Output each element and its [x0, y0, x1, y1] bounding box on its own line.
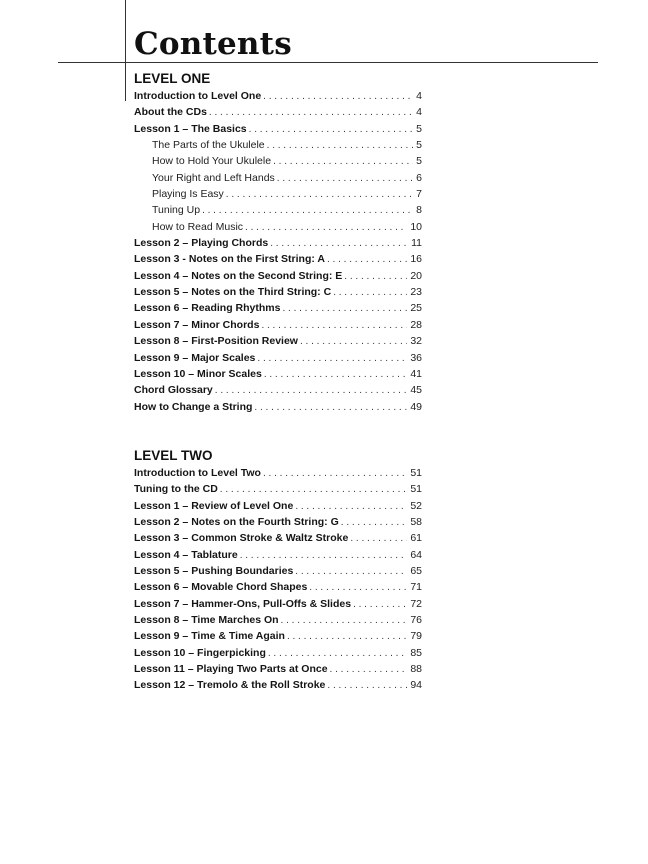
- dot-leader: [245, 220, 407, 236]
- toc-entry-title: Lesson 1 – Review of Level One: [134, 499, 294, 512]
- dot-leader: [353, 597, 407, 613]
- toc-entry: [134, 481, 422, 497]
- toc-entry: [134, 268, 422, 284]
- dot-leader: [263, 89, 413, 105]
- toc-page-number: 51: [410, 483, 422, 496]
- toc-entry: [134, 121, 422, 137]
- toc-entry-title: The Parts of the Ukulele: [152, 139, 265, 152]
- dot-leader: [281, 613, 408, 629]
- toc-entry: [134, 251, 422, 267]
- toc-page-number: 94: [410, 679, 422, 692]
- toc-entry: [134, 350, 422, 366]
- toc-entry: [134, 399, 422, 415]
- toc-page-number: 5: [416, 155, 422, 168]
- dot-leader: [273, 154, 413, 170]
- toc-entry-title: How to Hold Your Ukulele: [152, 155, 272, 168]
- level-two-section: [134, 447, 422, 694]
- toc-entry-title: Lesson 12 – Tremolo & the Roll Stroke: [134, 679, 326, 692]
- dot-leader: [268, 646, 407, 662]
- toc-page-number: 10: [410, 220, 422, 233]
- toc-page-number: 8: [416, 204, 422, 217]
- toc-page-number: 58: [410, 516, 422, 529]
- toc-entry-title: Introduction to Level Two: [134, 467, 261, 479]
- toc-entry-title: Lesson 6 – Movable Chord Shapes: [134, 581, 308, 594]
- dot-leader: [309, 580, 407, 596]
- toc-page-number: 76: [410, 614, 422, 627]
- toc-entry-title: Lesson 4 – Notes on the Second String: E: [134, 269, 343, 282]
- toc-entry: [134, 547, 422, 563]
- toc-page-number: 23: [410, 286, 422, 299]
- dot-leader: [202, 203, 413, 219]
- toc-page-number: 25: [410, 302, 422, 315]
- toc-page-number: 61: [410, 532, 422, 545]
- toc-entry-title: Lesson 10 – Minor Scales: [134, 367, 262, 380]
- toc-entry-title: Lesson 3 - Notes on the First String: A: [134, 253, 325, 266]
- toc-page-number: 36: [410, 351, 422, 364]
- toc-entry-title: Introduction to Level One: [134, 90, 262, 102]
- toc-page-number: 51: [410, 467, 422, 479]
- toc-entry-title: Lesson 6 – Reading Rhythms: [134, 302, 281, 315]
- toc-entry-title: Lesson 4 – Tablature: [134, 548, 238, 561]
- page-title: Contents: [134, 26, 292, 62]
- toc-entry-title: Your Right and Left Hands: [152, 171, 275, 184]
- toc-entry-title: Lesson 9 – Major Scales: [134, 351, 256, 364]
- toc-page-number: 41: [410, 367, 422, 380]
- toc-entry-title: Lesson 8 – First-Position Review: [134, 335, 298, 348]
- toc-page-number: 71: [410, 581, 422, 594]
- dot-leader: [295, 499, 407, 515]
- toc-entry-title: Lesson 1 – The Basics: [134, 122, 247, 135]
- toc-subentry: [134, 137, 422, 153]
- dot-leader: [267, 138, 414, 154]
- toc-page-number: 11: [411, 237, 422, 250]
- toc-entry-title: Tuning Up: [152, 204, 201, 217]
- toc-subentry: [134, 219, 422, 235]
- toc-page-number: 49: [410, 400, 422, 413]
- level-one-toc-list: [134, 88, 422, 415]
- toc-entry: [134, 88, 422, 104]
- toc-entry: [134, 563, 422, 579]
- dot-leader: [254, 400, 407, 416]
- toc-page-number: 72: [410, 597, 422, 610]
- toc-page-number: 28: [410, 318, 422, 331]
- toc-page-number: 16: [410, 253, 422, 266]
- toc-page-number: 5: [416, 139, 422, 152]
- toc-entry: [134, 235, 422, 251]
- toc-page-number: 6: [416, 171, 422, 184]
- toc-entry: [134, 284, 422, 300]
- toc-entry-title: Lesson 9 – Time & Time Again: [134, 630, 285, 643]
- dot-leader: [209, 105, 413, 121]
- toc-entry: [134, 300, 422, 316]
- toc-page-number: 79: [410, 630, 422, 643]
- toc-entry: [134, 596, 422, 612]
- toc-entry: [134, 333, 422, 349]
- toc-page-number: 88: [410, 663, 422, 676]
- dot-leader: [257, 351, 407, 367]
- toc-entry-title: Lesson 7 – Minor Chords: [134, 318, 260, 331]
- toc-entry-title: Lesson 5 – Pushing Boundaries: [134, 565, 294, 578]
- toc-page-number: 52: [410, 499, 422, 512]
- toc-entry-title: Lesson 7 – Hammer-Ons, Pull-Offs & Slides: [134, 597, 352, 610]
- dot-leader: [226, 187, 413, 203]
- toc-page-number: 4: [416, 90, 422, 102]
- dot-leader: [287, 629, 407, 645]
- dot-leader: [327, 252, 407, 268]
- toc-page-number: 45: [410, 384, 422, 397]
- toc-entry: [134, 514, 422, 530]
- toc-page-number: 5: [416, 122, 422, 135]
- toc-page-number: 20: [410, 269, 422, 282]
- toc-subentry: [134, 186, 422, 202]
- toc-entry-title: How to Change a String: [134, 400, 253, 413]
- toc-entry: [134, 104, 422, 120]
- toc-entry-title: About the CDs: [134, 106, 207, 119]
- toc-entry: [134, 677, 422, 693]
- toc-entry-title: Lesson 3 – Common Stroke & Waltz Stroke: [134, 532, 349, 545]
- dot-leader: [261, 318, 407, 334]
- toc-subentry: [134, 170, 422, 186]
- toc-page-number: 32: [410, 335, 422, 348]
- dot-leader: [270, 236, 408, 252]
- level-two-toc-list: [134, 465, 422, 694]
- dot-leader: [282, 301, 407, 317]
- toc-entry: [134, 530, 422, 546]
- toc-page-number: 85: [410, 646, 422, 659]
- dot-leader: [341, 515, 408, 531]
- toc-entry-title: Lesson 8 – Time Marches On: [134, 614, 279, 627]
- toc-entry: [134, 579, 422, 595]
- dot-leader: [300, 334, 407, 350]
- toc-entry: [134, 317, 422, 333]
- level-one-heading: LEVEL ONE: [134, 71, 211, 86]
- dot-leader: [344, 269, 407, 285]
- dot-leader: [249, 122, 414, 138]
- toc-entry: [134, 628, 422, 644]
- level-one-section: [134, 70, 422, 415]
- toc-page-number: 64: [410, 548, 422, 561]
- dot-leader: [327, 678, 407, 694]
- toc-entry: [134, 645, 422, 661]
- dot-leader: [295, 564, 407, 580]
- dot-leader: [215, 383, 408, 399]
- toc-entry-title: Lesson 2 – Notes on the Fourth String: G: [134, 516, 339, 529]
- toc-entry: [134, 382, 422, 398]
- toc-entry-title: Lesson 11 – Playing Two Parts at Once: [134, 663, 328, 676]
- toc-entry: [134, 612, 422, 628]
- toc-subentry: [134, 153, 422, 169]
- toc-entry: [134, 498, 422, 514]
- dot-leader: [330, 662, 408, 678]
- dot-leader: [350, 531, 407, 547]
- toc-entry: [134, 661, 422, 677]
- dot-leader: [333, 285, 407, 301]
- toc-entry-title: Lesson 5 – Notes on the Third String: C: [134, 286, 332, 299]
- dot-leader: [264, 367, 408, 383]
- toc-page-number: 4: [416, 106, 422, 119]
- level-two-heading: LEVEL TWO: [134, 448, 213, 463]
- toc-entry-title: Lesson 10 – Fingerpicking: [134, 646, 266, 659]
- dot-leader: [220, 482, 408, 498]
- horizontal-rule: [58, 62, 598, 63]
- toc-page-number: 65: [410, 565, 422, 578]
- toc-subentry: [134, 202, 422, 218]
- toc-entry-title: Tuning to the CD: [134, 483, 218, 496]
- toc-entry-title: How to Read Music: [152, 220, 244, 233]
- dot-leader: [277, 171, 413, 187]
- toc-entry: [134, 366, 422, 382]
- toc-entry-title: Chord Glossary: [134, 384, 213, 397]
- dot-leader: [263, 466, 407, 482]
- toc-entry-title: Lesson 2 – Playing Chords: [134, 237, 269, 250]
- vertical-rule: [125, 0, 126, 101]
- dot-leader: [240, 548, 408, 564]
- toc-page-number: 7: [416, 188, 422, 201]
- toc-entry-title: Playing Is Easy: [152, 188, 224, 201]
- toc-entry: [134, 465, 422, 481]
